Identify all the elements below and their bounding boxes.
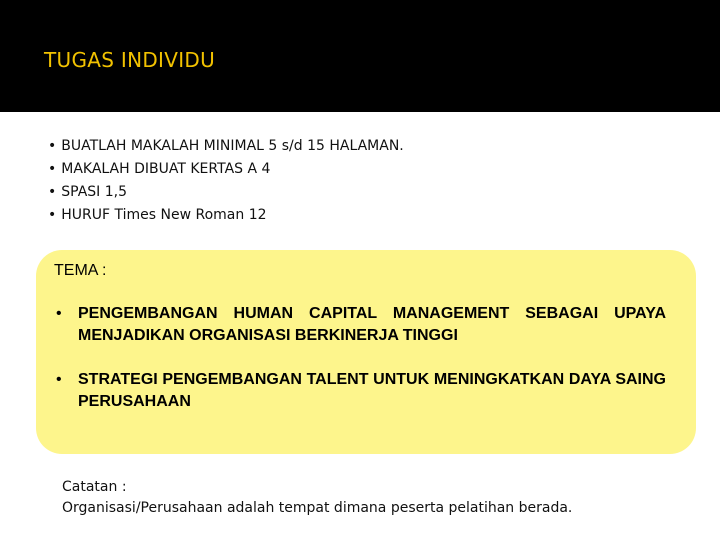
theme-item-text: PENGEMBANGAN HUMAN CAPITAL MANAGEMENT SEBAGAI UPAYA MENJADIKAN ORGANISASI BERKINERJA TINGGI [78,305,666,344]
requirement-text: BUATLAH MAKALAH MINIMAL 5 s/d 15 HALAMAN. [61,138,404,154]
list-item [48,181,404,204]
requirements-list [48,135,404,227]
slide-title: TUGAS INDIVIDU [44,48,216,72]
note [62,477,572,519]
slide-header [0,0,720,112]
bullet: • [48,184,57,200]
note-label: Catatan : [62,479,127,495]
requirement-text: SPASI 1,5 [61,184,128,200]
note-text: Organisasi/Perusahaan adalah tempat dimana peserta pelatihan berada. [62,500,573,516]
list-item [48,158,404,181]
theme-label: TEMA : [54,262,107,279]
theme-item [54,369,666,413]
bullet: • [48,161,57,177]
bullet: • [48,138,57,154]
theme-box [36,250,696,454]
list-item [48,204,404,227]
theme-item [54,303,666,347]
requirement-text: MAKALAH DIBUAT KERTAS A 4 [61,161,271,177]
theme-item-text: STRATEGI PENGEMBANGAN TALENT UNTUK MENINGKATKAN DAYA SAING PERUSAHAAN [78,371,666,410]
bullet: • [56,305,62,322]
bullet: • [48,207,57,223]
bullet: • [56,371,62,388]
list-item [48,135,404,158]
requirement-text: HURUF Times New Roman 12 [61,207,267,223]
